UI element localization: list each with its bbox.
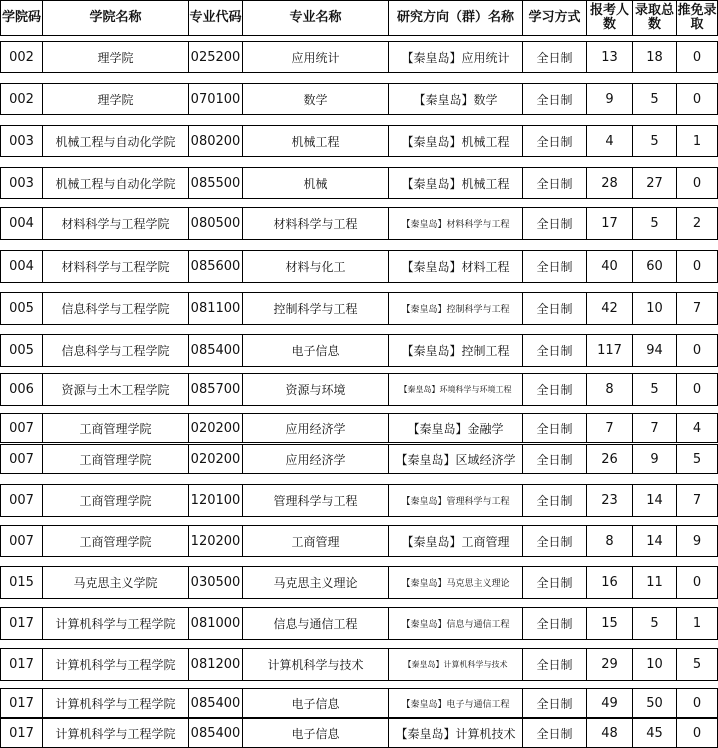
research-direction-cell: 【秦皇岛】计算机技术: [388, 718, 522, 748]
admitted-total-cell: 5: [632, 83, 676, 115]
major-code-cell: 081200: [188, 648, 242, 681]
study-mode-cell: 全日制: [522, 373, 586, 406]
college-name-cell: 计算机科学与工程学院: [42, 648, 188, 681]
exempt-admitted-cell: 0: [676, 334, 718, 367]
study-mode-cell: 全日制: [522, 167, 586, 199]
college-name-cell: 理学院: [42, 83, 188, 115]
study-mode-cell: 全日制: [522, 125, 586, 157]
college-name-cell: 材料科学与工程学院: [42, 207, 188, 240]
study-mode-cell: 全日制: [522, 688, 586, 718]
major-code-cell: 081000: [188, 607, 242, 640]
header-research-direction: 研究方向（群）名称: [388, 0, 522, 36]
college-name-cell: 计算机科学与工程学院: [42, 718, 188, 748]
table-header: [0, 0, 718, 36]
header-college-code: 学院码: [0, 0, 42, 36]
study-mode-cell: 全日制: [522, 41, 586, 73]
exempt-admitted-cell: 0: [676, 566, 718, 599]
college-name-cell: 工商管理学院: [42, 484, 188, 517]
research-direction-cell: 【秦皇岛】电子与通信工程: [388, 688, 522, 718]
research-direction-cell: 【秦皇岛】马克思主义理论: [388, 566, 522, 599]
study-mode-cell: 全日制: [522, 250, 586, 283]
table-row: [0, 525, 718, 557]
table-row: [0, 566, 718, 599]
college-code-cell: 005: [0, 292, 42, 325]
major-code-cell: 080200: [188, 125, 242, 157]
admitted-total-cell: 5: [632, 125, 676, 157]
applicants-cell: 40: [586, 250, 632, 283]
exempt-admitted-cell: 0: [676, 718, 718, 748]
major-code-cell: 081100: [188, 292, 242, 325]
major-code-cell: 120100: [188, 484, 242, 517]
admitted-total-cell: 7: [632, 413, 676, 443]
table-row: [0, 334, 718, 367]
study-mode-cell: 全日制: [522, 334, 586, 367]
exempt-admitted-cell: 4: [676, 413, 718, 443]
college-code-cell: 002: [0, 41, 42, 73]
admitted-total-cell: 14: [632, 484, 676, 517]
college-name-cell: 计算机科学与工程学院: [42, 607, 188, 640]
college-code-cell: 002: [0, 83, 42, 115]
applicants-cell: 15: [586, 607, 632, 640]
exempt-admitted-cell: 0: [676, 250, 718, 283]
college-code-cell: 017: [0, 688, 42, 718]
admitted-total-cell: 9: [632, 444, 676, 474]
admitted-total-cell: 10: [632, 648, 676, 681]
major-name-cell: 材料与化工: [242, 250, 388, 283]
college-code-cell: 003: [0, 167, 42, 199]
major-name-cell: 信息与通信工程: [242, 607, 388, 640]
major-code-cell: 085600: [188, 250, 242, 283]
college-code-cell: 017: [0, 648, 42, 681]
table-row: [0, 444, 718, 474]
applicants-cell: 28: [586, 167, 632, 199]
college-code-cell: 007: [0, 444, 42, 474]
applicants-cell: 23: [586, 484, 632, 517]
major-code-cell: 025200: [188, 41, 242, 73]
college-name-cell: 材料科学与工程学院: [42, 250, 188, 283]
research-direction-cell: 【秦皇岛】控制科学与工程: [388, 292, 522, 325]
table-row: [0, 207, 718, 240]
study-mode-cell: 全日制: [522, 413, 586, 443]
admitted-total-cell: 27: [632, 167, 676, 199]
header-study-mode: 学习方式: [522, 0, 586, 36]
study-mode-cell: 全日制: [522, 525, 586, 557]
applicants-cell: 16: [586, 566, 632, 599]
study-mode-cell: 全日制: [522, 83, 586, 115]
table-row: [0, 125, 718, 157]
research-direction-cell: 【秦皇岛】数学: [388, 83, 522, 115]
header-admitted-total: 录取总数: [632, 0, 676, 36]
research-direction-cell: 【秦皇岛】金融学: [388, 413, 522, 443]
college-code-cell: 007: [0, 525, 42, 557]
exempt-admitted-cell: 0: [676, 688, 718, 718]
table-row: [0, 292, 718, 325]
table-row: [0, 41, 718, 73]
college-name-cell: 马克思主义学院: [42, 566, 188, 599]
applicants-cell: 29: [586, 648, 632, 681]
admitted-total-cell: 5: [632, 607, 676, 640]
admitted-total-cell: 11: [632, 566, 676, 599]
header-major-name: 专业名称: [242, 0, 388, 36]
research-direction-cell: 【秦皇岛】环境科学与环境工程: [388, 373, 522, 406]
exempt-admitted-cell: 9: [676, 525, 718, 557]
admitted-total-cell: 60: [632, 250, 676, 283]
applicants-cell: 7: [586, 413, 632, 443]
exempt-admitted-cell: 0: [676, 83, 718, 115]
research-direction-cell: 【秦皇岛】机械工程: [388, 125, 522, 157]
exempt-admitted-cell: 2: [676, 207, 718, 240]
research-direction-cell: 【秦皇岛】管理科学与工程: [388, 484, 522, 517]
college-code-cell: 005: [0, 334, 42, 367]
admitted-total-cell: 14: [632, 525, 676, 557]
college-name-cell: 工商管理学院: [42, 413, 188, 443]
table-row: [0, 688, 718, 718]
major-name-cell: 电子信息: [242, 718, 388, 748]
college-code-cell: 017: [0, 718, 42, 748]
major-name-cell: 资源与环境: [242, 373, 388, 406]
college-name-cell: 理学院: [42, 41, 188, 73]
exempt-admitted-cell: 5: [676, 444, 718, 474]
admitted-total-cell: 5: [632, 373, 676, 406]
study-mode-cell: 全日制: [522, 648, 586, 681]
major-name-cell: 应用经济学: [242, 413, 388, 443]
exempt-admitted-cell: 0: [676, 373, 718, 406]
major-name-cell: 工商管理: [242, 525, 388, 557]
major-code-cell: 030500: [188, 566, 242, 599]
major-name-cell: 控制科学与工程: [242, 292, 388, 325]
college-code-cell: 007: [0, 484, 42, 517]
research-direction-cell: 【秦皇岛】工商管理: [388, 525, 522, 557]
research-direction-cell: 【秦皇岛】材料科学与工程: [388, 207, 522, 240]
applicants-cell: 4: [586, 125, 632, 157]
college-name-cell: 信息科学与工程学院: [42, 334, 188, 367]
header-applicants: 报考人数: [586, 0, 632, 36]
major-code-cell: 020200: [188, 444, 242, 474]
exempt-admitted-cell: 5: [676, 648, 718, 681]
applicants-cell: 9: [586, 83, 632, 115]
study-mode-cell: 全日制: [522, 444, 586, 474]
applicants-cell: 8: [586, 373, 632, 406]
college-code-cell: 007: [0, 413, 42, 443]
applicants-cell: 26: [586, 444, 632, 474]
admitted-total-cell: 45: [632, 718, 676, 748]
exempt-admitted-cell: 1: [676, 607, 718, 640]
study-mode-cell: 全日制: [522, 484, 586, 517]
admitted-total-cell: 5: [632, 207, 676, 240]
table-row: [0, 373, 718, 406]
research-direction-cell: 【秦皇岛】机械工程: [388, 167, 522, 199]
college-code-cell: 006: [0, 373, 42, 406]
college-name-cell: 信息科学与工程学院: [42, 292, 188, 325]
table-row: [0, 250, 718, 283]
major-name-cell: 材料科学与工程: [242, 207, 388, 240]
major-name-cell: 马克思主义理论: [242, 566, 388, 599]
major-code-cell: 120200: [188, 525, 242, 557]
study-mode-cell: 全日制: [522, 718, 586, 748]
college-code-cell: 004: [0, 250, 42, 283]
college-code-cell: 004: [0, 207, 42, 240]
major-name-cell: 应用经济学: [242, 444, 388, 474]
exempt-admitted-cell: 0: [676, 41, 718, 73]
major-name-cell: 数学: [242, 83, 388, 115]
major-code-cell: 085400: [188, 718, 242, 748]
table-row: [0, 413, 718, 443]
admitted-total-cell: 94: [632, 334, 676, 367]
research-direction-cell: 【秦皇岛】计算机科学与技术: [388, 648, 522, 681]
research-direction-cell: 【秦皇岛】材料工程: [388, 250, 522, 283]
major-code-cell: 085400: [188, 688, 242, 718]
college-name-cell: 机械工程与自动化学院: [42, 125, 188, 157]
exempt-admitted-cell: 1: [676, 125, 718, 157]
major-code-cell: 085400: [188, 334, 242, 367]
applicants-cell: 42: [586, 292, 632, 325]
exempt-admitted-cell: 0: [676, 167, 718, 199]
college-name-cell: 计算机科学与工程学院: [42, 688, 188, 718]
study-mode-cell: 全日制: [522, 292, 586, 325]
major-code-cell: 085500: [188, 167, 242, 199]
table-row: [0, 718, 718, 748]
table-row: [0, 484, 718, 517]
applicants-cell: 13: [586, 41, 632, 73]
college-name-cell: 机械工程与自动化学院: [42, 167, 188, 199]
major-name-cell: 计算机科学与技术: [242, 648, 388, 681]
major-name-cell: 电子信息: [242, 334, 388, 367]
research-direction-cell: 【秦皇岛】应用统计: [388, 41, 522, 73]
header-college-name: 学院名称: [42, 0, 188, 36]
major-code-cell: 085700: [188, 373, 242, 406]
study-mode-cell: 全日制: [522, 566, 586, 599]
admitted-total-cell: 50: [632, 688, 676, 718]
admitted-total-cell: 18: [632, 41, 676, 73]
major-code-cell: 070100: [188, 83, 242, 115]
college-name-cell: 工商管理学院: [42, 525, 188, 557]
college-name-cell: 资源与土木工程学院: [42, 373, 188, 406]
major-name-cell: 应用统计: [242, 41, 388, 73]
major-code-cell: 020200: [188, 413, 242, 443]
college-name-cell: 工商管理学院: [42, 444, 188, 474]
table-row: [0, 607, 718, 640]
admitted-total-cell: 10: [632, 292, 676, 325]
exempt-admitted-cell: 7: [676, 292, 718, 325]
applicants-cell: 17: [586, 207, 632, 240]
table-row: [0, 648, 718, 681]
major-name-cell: 管理科学与工程: [242, 484, 388, 517]
header-exempt-admitted: 推免录取: [676, 0, 718, 36]
table-row: [0, 83, 718, 115]
major-name-cell: 机械: [242, 167, 388, 199]
applicants-cell: 49: [586, 688, 632, 718]
research-direction-cell: 【秦皇岛】信息与通信工程: [388, 607, 522, 640]
table-row: [0, 167, 718, 199]
research-direction-cell: 【秦皇岛】区域经济学: [388, 444, 522, 474]
major-code-cell: 080500: [188, 207, 242, 240]
exempt-admitted-cell: 7: [676, 484, 718, 517]
college-code-cell: 003: [0, 125, 42, 157]
study-mode-cell: 全日制: [522, 607, 586, 640]
study-mode-cell: 全日制: [522, 207, 586, 240]
college-code-cell: 017: [0, 607, 42, 640]
applicants-cell: 117: [586, 334, 632, 367]
major-name-cell: 电子信息: [242, 688, 388, 718]
college-code-cell: 015: [0, 566, 42, 599]
applicants-cell: 48: [586, 718, 632, 748]
research-direction-cell: 【秦皇岛】控制工程: [388, 334, 522, 367]
header-major-code: 专业代码: [188, 0, 242, 36]
applicants-cell: 8: [586, 525, 632, 557]
major-name-cell: 机械工程: [242, 125, 388, 157]
